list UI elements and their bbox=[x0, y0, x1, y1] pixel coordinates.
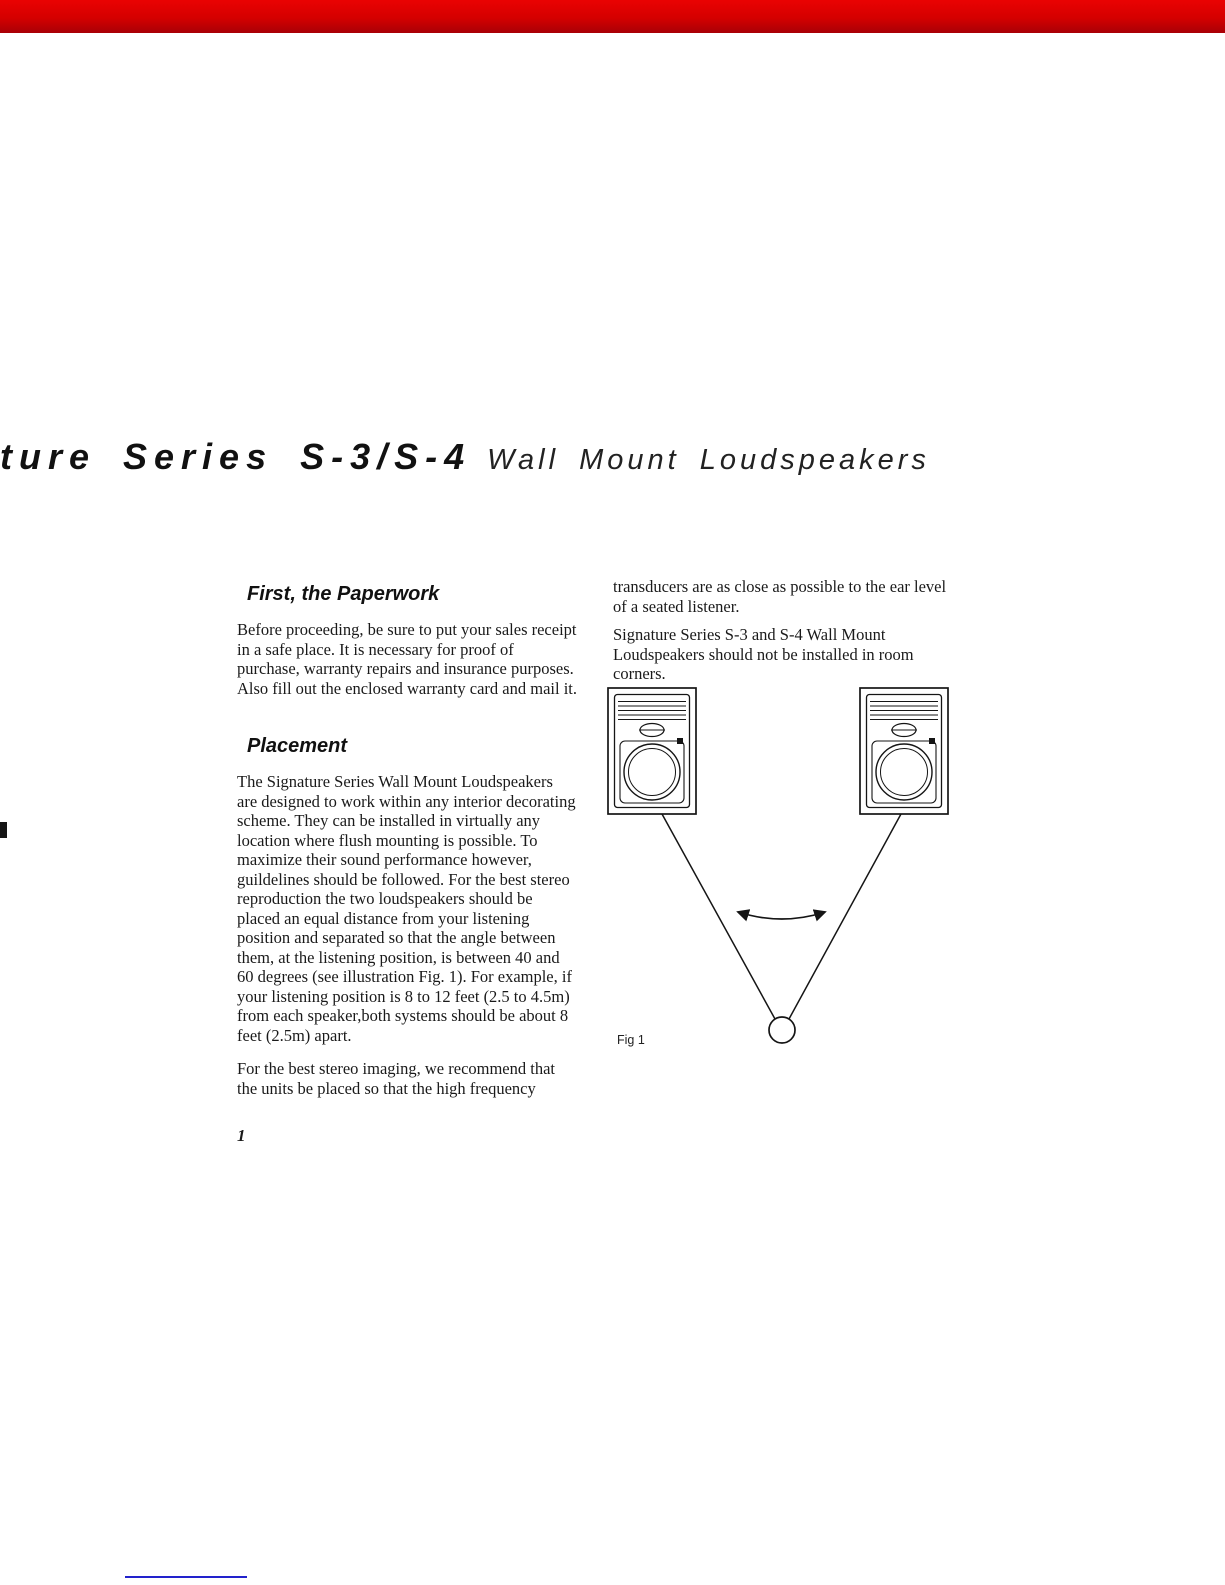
right-column bbox=[613, 577, 963, 693]
scan-artifact-left-tick bbox=[0, 822, 7, 838]
scan-artifact-red-bar bbox=[0, 0, 1225, 33]
page-number: 1 bbox=[237, 1126, 246, 1145]
paragraph-paperwork: Before proceeding, be sure to put your sales receipt in a safe place. It is necessary for proof of purchase, warranty repairs and insurance purposes. Also fill out the enclosed warranty card and mail it. bbox=[237, 620, 577, 698]
title-model: ture Series S-3/S-4 bbox=[0, 436, 472, 477]
paragraph-placement-2: For the best stereo imaging, we recommend that the units be placed so that the high frequency bbox=[237, 1059, 555, 1098]
section-heading-placement: Placement bbox=[247, 735, 348, 757]
paragraph-placement-1: The Signature Series Wall Mount Loudspeakers are designed to work within any interior decorating scheme. They can be installed in virtually any location where flush mounting is possible. To maximize their sound performance however, guildelines should be followed. For the best stereo reproduction the two loudspeakers should be placed an equal distance from your listening position and separated so that the angle between them, at the listening position, is between 40 and 60 degrees (see illustration Fig. 1). For example, if your listening position is 8 to 12 feet (2.5 to 4.5m) from each speaker,both systems should be about 8 feet (2.5m) apart. bbox=[237, 772, 576, 1045]
figure-speaker-placement bbox=[602, 686, 964, 1054]
paragraph-corners: Signature Series S-3 and S-4 Wall Mount Loudspeakers should not be installed in room corners. bbox=[613, 625, 914, 683]
scan-artifact-blue-line bbox=[125, 1576, 247, 1578]
listening-position-circle bbox=[769, 1017, 795, 1043]
paragraph-transducers: transducers are as close as possible to the ear level of a seated listener. bbox=[613, 577, 947, 616]
document-title bbox=[0, 436, 930, 478]
title-subtitle: Wall Mount Loudspeakers bbox=[487, 444, 930, 476]
figure-label: Fig 1 bbox=[617, 1033, 645, 1047]
angle-arrow bbox=[738, 912, 825, 919]
speaker-placement-diagram bbox=[602, 686, 964, 1054]
left-column bbox=[237, 583, 577, 1146]
left-speaker-illustration bbox=[608, 688, 696, 814]
section-heading-paperwork: First, the Paperwork bbox=[247, 583, 440, 605]
right-speaker-illustration bbox=[860, 688, 948, 814]
